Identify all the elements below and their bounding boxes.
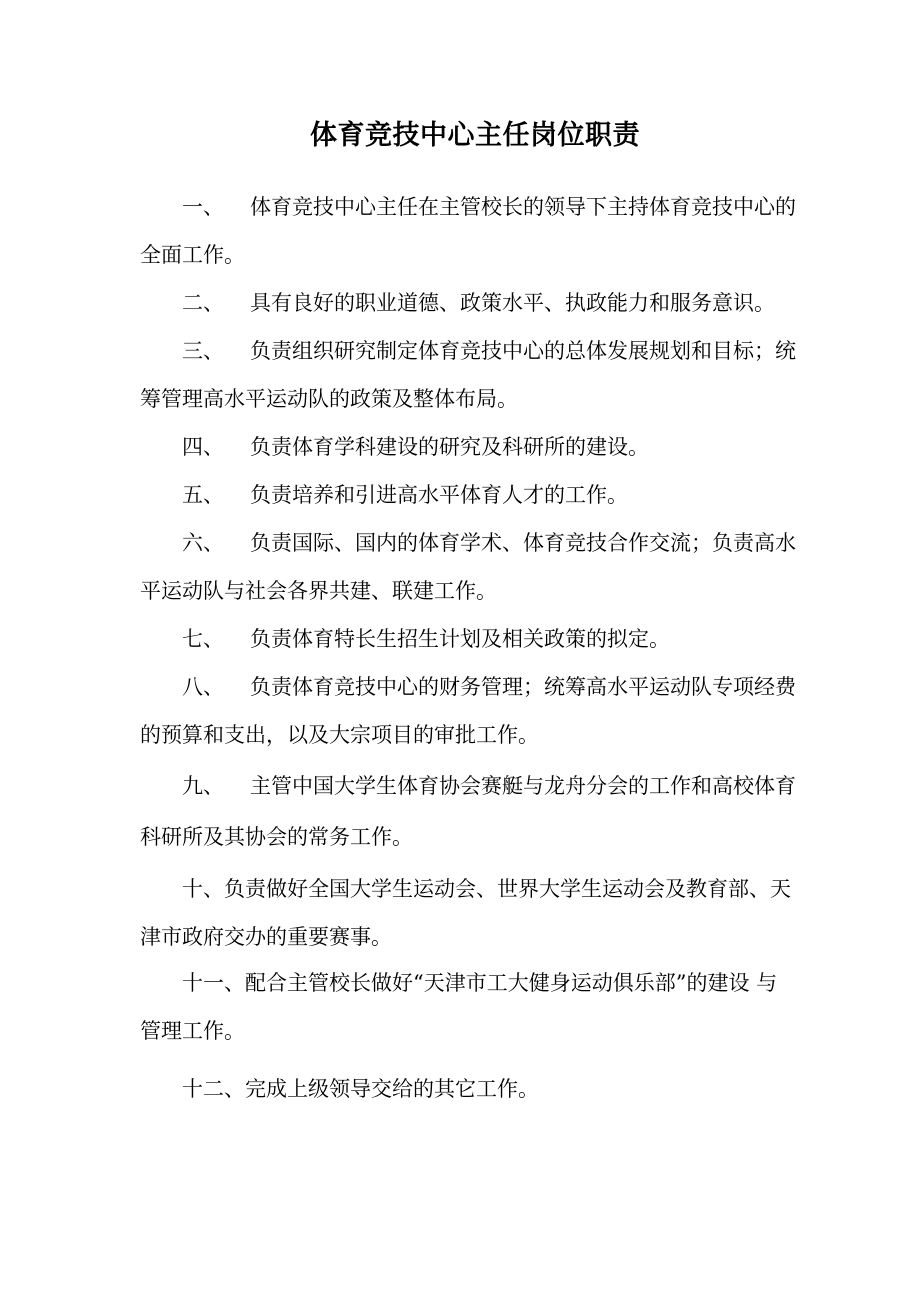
duty-item-continuation: 筹管理高水平运动队的政策及整体布局。 [140, 387, 518, 411]
duty-item-text: 配合主管校长做好“天津市工大健身运动俱乐部”的建设 与 [245, 971, 778, 995]
duty-item-line [140, 1065, 816, 1113]
duty-item-number: 七、 [182, 627, 224, 651]
duty-item-number: 九、 [182, 774, 224, 798]
duty-item-text: 主管中国大学生体育协会赛艇与龙舟分会的工作和高校体育 [250, 774, 796, 798]
duty-item-text: 负责国际、国内的体育学术、体育竞技合作交流；负责高水 [250, 531, 796, 555]
duty-item-4 [140, 423, 816, 471]
duty-item-number: 十二、 [182, 1077, 245, 1101]
duty-item-continuation: 的预算和支出，以及大宗项目的审批工作。 [140, 723, 539, 747]
duty-item-line [140, 183, 816, 231]
duty-item-8 [140, 663, 816, 759]
duty-item-text: 负责培养和引进高水平体育人才的工作。 [250, 483, 628, 507]
duty-item-text: 负责体育特长生招生计划及相关政策的拟定。 [250, 627, 670, 651]
duty-item-line [140, 865, 816, 913]
duty-item-line [140, 519, 816, 567]
duty-item-number: 五、 [182, 483, 224, 507]
document-title: 体育竞技中心主任岗位职责 [310, 120, 640, 151]
duty-item-11 [140, 959, 816, 1055]
duty-item-number: 十、 [182, 877, 224, 901]
duty-item-text: 具有良好的职业道德、政策水平、执政能力和服务意识。 [250, 291, 775, 315]
duty-item-continuation: 管理工作。 [140, 1019, 245, 1043]
duty-item-number: 二、 [182, 291, 224, 315]
duty-item-line [140, 327, 816, 375]
duty-item-number: 三、 [182, 339, 224, 363]
duty-item-text: 负责做好全国大学生运动会、世界大学生运动会及教育部、天 [224, 877, 791, 901]
duty-item-number: 四、 [182, 435, 224, 459]
duty-item-line [140, 471, 816, 519]
duty-item-number: 六、 [182, 531, 224, 555]
duty-item-6 [140, 519, 816, 615]
duty-item-3 [140, 327, 816, 423]
duty-item-text: 负责组织研究制定体育竞技中心的总体发展规划和目标；统 [250, 339, 796, 363]
duty-item-10 [140, 865, 816, 961]
duty-item-line [140, 615, 816, 663]
duty-item-line [140, 762, 816, 810]
duty-item-7 [140, 615, 816, 663]
duty-item-text: 负责体育竞技中心的财务管理；统筹高水平运动队专项经费 [250, 675, 796, 699]
duty-item-12 [140, 1065, 816, 1113]
duty-item-1 [140, 183, 816, 279]
duty-item-line [140, 279, 816, 327]
duty-item-number: 一、 [182, 195, 224, 219]
duty-item-line [140, 423, 816, 471]
duty-item-text: 完成上级领导交给的其它工作。 [245, 1077, 539, 1101]
duty-item-continuation: 全面工作。 [140, 243, 245, 267]
duty-item-continuation: 科研所及其协会的常务工作。 [140, 825, 413, 849]
duty-item-continuation: 津市政府交办的重要赛事。 [140, 925, 392, 949]
duty-item-number: 八、 [182, 675, 224, 699]
duty-item-5 [140, 471, 816, 519]
duty-item-number: 十一、 [182, 971, 245, 995]
duty-item-line [140, 959, 816, 1007]
duty-item-line [140, 663, 816, 711]
duty-item-text: 负责体育学科建设的研究及科研所的建设。 [250, 435, 649, 459]
duty-item-2 [140, 279, 816, 327]
duty-item-text: 体育竞技中心主任在主管校长的领导下主持体育竞技中心的 [250, 195, 796, 219]
duty-item-continuation: 平运动队与社会各界共建、联建工作。 [140, 579, 497, 603]
duty-item-9 [140, 762, 816, 861]
